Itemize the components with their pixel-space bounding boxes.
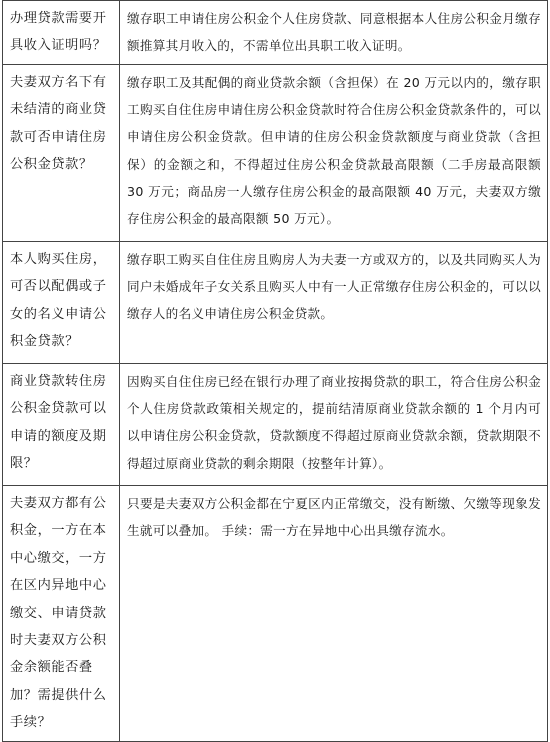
faq-table xyxy=(2,0,548,742)
answer-cell: 缴存职工购买自住住房且购房人为夫妻一方或双方的，以及共同购买人为同户未婚成年子女关系且购买人中有一人正常缴存住房公积金的，可以以缴存人的名义申请住房公积金贷款。 xyxy=(120,242,548,364)
question-cell: 办理贷款需要开具收入证明吗？ xyxy=(3,1,120,65)
table-row xyxy=(3,242,548,364)
table-row xyxy=(3,1,548,65)
question-cell: 商业贷款转住房公积金贷款可以申请的额度及期限？ xyxy=(3,364,120,486)
question-cell: 夫妻双方都有公积金，一方在本中心缴交，一方在区内异地中心缴交、申请贷款时夫妻双方公积金余额能否叠加？需提供什么手续？ xyxy=(3,486,120,742)
question-cell: 本人购买住房，可否以配偶或子女的名义申请公积金贷款？ xyxy=(3,242,120,364)
question-cell: 夫妻双方名下有未结清的商业贷款可否申请住房公积金贷款？ xyxy=(3,65,120,242)
answer-cell: 只要是夫妻双方公积金都在宁夏区内正常缴交，没有断缴、欠缴等现象发生就可以叠加。 手续：需一方在异地中心出具缴存流水。 xyxy=(120,486,548,742)
answer-cell: 因购买自住住房已经在银行办理了商业按揭贷款的职工，符合住房公积金个人住房贷款政策相关规定的，提前结清原商业贷款余额的 1 个月内可以申请住房公积金贷款，贷款额度不得超过原商业贷款余额，贷款期限不得超过原商业贷款的剩余期限（按整年计算）。 xyxy=(120,364,548,486)
table-row xyxy=(3,364,548,486)
answer-cell: 缴存职工及其配偶的商业贷款余额（含担保）在 20 万元以内的，缴存职工购买自住住房申请住房公积金贷款时符合住房公积金贷款条件的，可以申请住房公积金贷款。但申请的住房公积金贷款额度与商业贷款（含担保）的金额之和，不得超过住房公积金贷款最高限额（二手房最高限额 30 万元；商品房一人缴存住房公积金的最高限额 40 万元，夫妻双方缴存住房公积金的最高限额 50 万元）。 xyxy=(120,65,548,242)
table-row xyxy=(3,486,548,742)
answer-cell: 缴存职工申请住房公积金个人住房贷款、同意根据本人住房公积金月缴存额推算其月收入的，不需单位出具职工收入证明。 xyxy=(120,1,548,65)
table-row xyxy=(3,65,548,242)
